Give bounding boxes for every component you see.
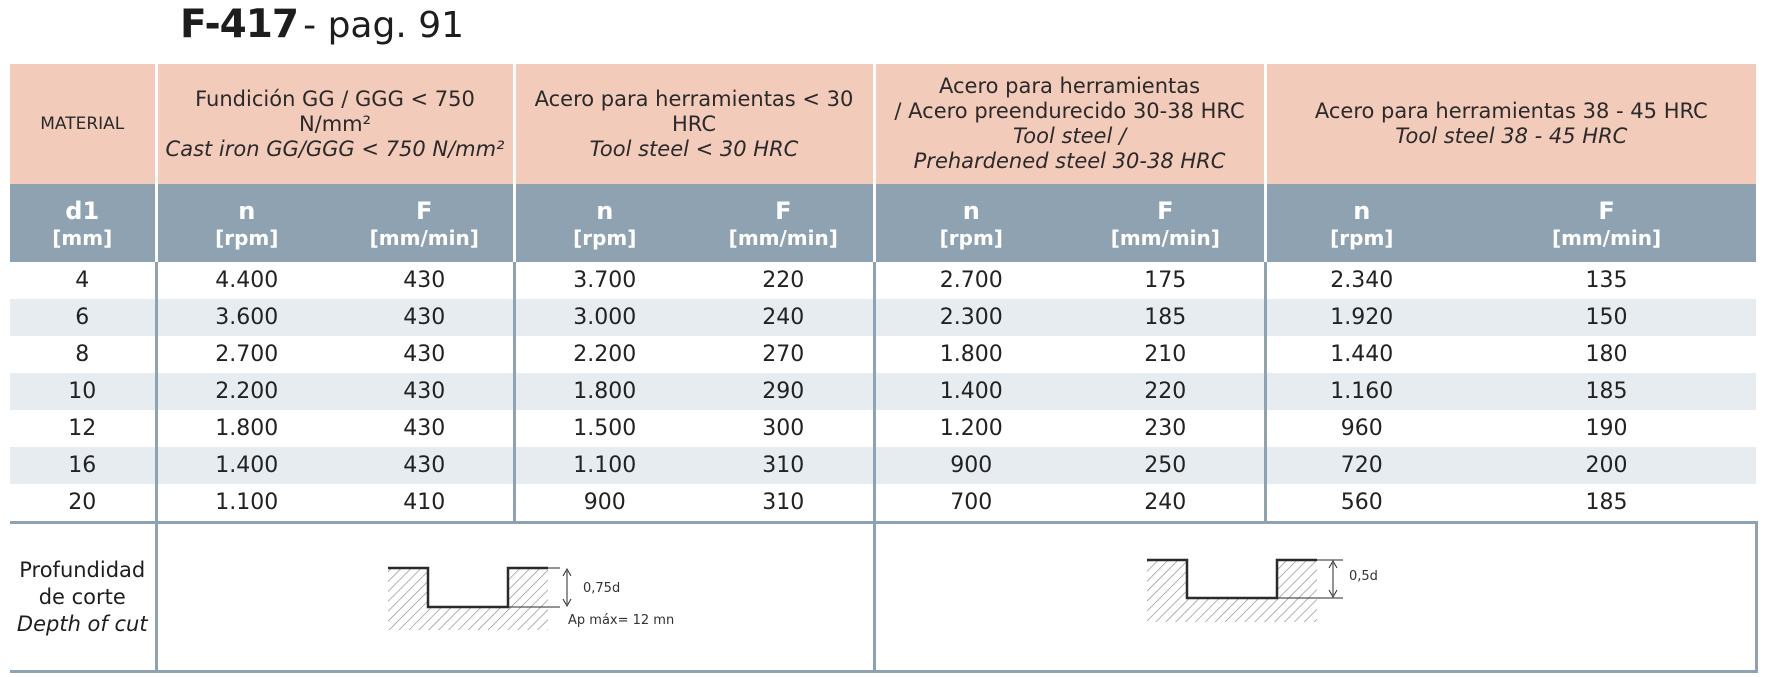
- cell-f-cast-iron: 430: [403, 416, 446, 441]
- cell-f-tool-steel: 290: [694, 373, 874, 410]
- cell-d1: 12: [68, 416, 97, 441]
- cell-f-cast-iron: 430: [403, 342, 446, 367]
- material-prehardened-en-line1: Tool steel /: [1013, 124, 1127, 148]
- cell-f-hard-steel: 135: [1585, 268, 1628, 293]
- cell-f-prehardened: 230: [1144, 416, 1187, 441]
- cell-n-tool-steel: 3.000: [514, 299, 694, 336]
- table-row: [10, 299, 1756, 336]
- depth-diagram-left-cell: [156, 523, 874, 672]
- cell-n-prehardened: 1.800: [874, 336, 1067, 373]
- cell-f-prehardened: 240: [1067, 484, 1265, 523]
- cell-n-hard-steel: 560: [1265, 484, 1457, 523]
- cell-f-hard-steel: 185: [1457, 373, 1756, 410]
- header-n-unit: [rpm]: [215, 226, 279, 250]
- table-row: [10, 447, 1756, 484]
- header-n-2: [514, 184, 694, 262]
- max-depth-note: Ap máx= 12 mn: [567, 613, 674, 628]
- material-tool-steel-en: Tool steel < 30 HRC: [589, 136, 799, 161]
- workpiece-hatch: [1147, 560, 1317, 622]
- material-cast-iron-en: Cast iron GG/GGG < 750 N/mm²: [165, 136, 505, 161]
- depth-label-es-line1: Profundidad: [19, 557, 146, 582]
- cell-n-prehardened: 700: [874, 484, 1067, 523]
- table-row: [10, 484, 1756, 523]
- material-cast-iron-es: Fundición GG / GGG < 750 N/mm²: [195, 86, 475, 136]
- cell-n-hard-steel: 2.340: [1265, 262, 1457, 299]
- cell-f-prehardened: 175: [1144, 268, 1187, 293]
- header-f-1: [336, 184, 514, 262]
- depth-diagram-0-75d: [158, 524, 876, 666]
- header-d1-symbol: d1: [65, 197, 100, 225]
- header-n-symbol: n: [1353, 197, 1371, 225]
- header-n-unit: [rpm]: [939, 226, 1003, 250]
- material-hard-tool-steel-en: Tool steel 38 - 45 HRC: [1395, 124, 1628, 148]
- cell-n-prehardened: 2.700: [874, 262, 1067, 299]
- cell-n-prehardened: 1.200: [874, 410, 1067, 447]
- cell-d1: 10: [10, 373, 156, 410]
- material-prehardened-es-line2: / Acero preendurecido 30-38 HRC: [894, 99, 1245, 123]
- header-n-3: [874, 184, 1067, 262]
- cell-f-tool-steel: 310: [694, 447, 874, 484]
- cell-n-cast-iron: 1.400: [156, 447, 336, 484]
- cell-f-tool-steel: 240: [694, 299, 874, 336]
- cell-n-hard-steel: 1.160: [1265, 373, 1457, 410]
- header-f-unit: [mm/min]: [1551, 226, 1662, 250]
- cell-f-prehardened: 220: [1067, 373, 1265, 410]
- material-tool-steel: [514, 64, 874, 184]
- cell-n-prehardened: 900: [874, 447, 1067, 484]
- workpiece-hatch: [388, 568, 548, 630]
- cell-n-cast-iron: 2.200: [156, 373, 336, 410]
- cell-f-cast-iron: 430: [403, 268, 446, 293]
- cell-f-tool-steel: 270: [762, 342, 805, 367]
- table-row: [10, 336, 1756, 373]
- cell-n-prehardened: 1.400: [874, 373, 1067, 410]
- cell-n-hard-steel: 960: [1265, 410, 1457, 447]
- cell-n-tool-steel: 2.200: [514, 336, 694, 373]
- cell-f-prehardened: 210: [1144, 342, 1187, 367]
- cell-n-cast-iron: 4.400: [156, 262, 336, 299]
- cell-n-prehardened: 2.300: [874, 299, 1067, 336]
- cell-f-cast-iron: 430: [336, 447, 514, 484]
- depth-diagram-right-cell: [874, 523, 1756, 672]
- header-f-symbol: F: [1598, 197, 1615, 225]
- cell-n-cast-iron: 1.100: [156, 484, 336, 523]
- header-f-unit: [mm/min]: [369, 226, 479, 250]
- cell-f-cast-iron: 430: [336, 299, 514, 336]
- cell-f-cast-iron: 410: [336, 484, 514, 523]
- header-f-unit: [mm/min]: [1110, 226, 1220, 250]
- header-f-symbol: F: [775, 197, 792, 225]
- material-hard-tool-steel-es: Acero para herramientas 38 - 45 HRC: [1314, 99, 1708, 123]
- cell-f-hard-steel: 180: [1585, 342, 1628, 367]
- product-code: F-417: [180, 2, 299, 47]
- table-row: [10, 262, 1756, 299]
- cell-f-tool-steel: 220: [762, 268, 805, 293]
- cell-d1: 8: [75, 342, 90, 367]
- cell-f-tool-steel: 300: [762, 416, 805, 441]
- page-reference: - pag. 91: [303, 5, 465, 46]
- cell-n-hard-steel: 1.440: [1265, 336, 1457, 373]
- cell-n-hard-steel: 720: [1265, 447, 1457, 484]
- cell-f-prehardened: 250: [1067, 447, 1265, 484]
- cell-n-cast-iron: 3.600: [156, 299, 336, 336]
- depth-label-en: Depth of cut: [16, 611, 148, 636]
- cell-n-tool-steel: 1.500: [514, 410, 694, 447]
- cutting-data-table: [10, 64, 1758, 673]
- cell-d1: 20: [10, 484, 156, 523]
- header-f-2: [694, 184, 874, 262]
- cell-f-tool-steel: 310: [694, 484, 874, 523]
- material-tool-steel-es: Acero para herramientas < 30 HRC: [534, 86, 854, 136]
- units-header-row: [10, 184, 1756, 262]
- material-prehardened-steel: [874, 64, 1265, 184]
- material-header-row: [10, 64, 1756, 184]
- material-prehardened-en-line2: Prehardened steel 30-38 HRC: [913, 149, 1226, 173]
- depth-label-es-line2: de corte: [38, 584, 126, 609]
- header-d1-unit: [mm]: [52, 226, 113, 250]
- header-n-1: [156, 184, 336, 262]
- cell-n-tool-steel: 1.100: [514, 447, 694, 484]
- cell-n-hard-steel: 1.920: [1265, 299, 1457, 336]
- cell-f-cast-iron: 430: [336, 373, 514, 410]
- depth-diagram-0-5d: [887, 524, 1743, 666]
- material-label: MATERIAL: [10, 64, 156, 184]
- depth-of-cut-row: [10, 523, 1756, 672]
- cell-n-tool-steel: 3.700: [514, 262, 694, 299]
- table-row: [10, 410, 1756, 447]
- cell-n-cast-iron: 2.700: [156, 336, 336, 373]
- cell-d1: 6: [10, 299, 156, 336]
- header-n-symbol: n: [596, 197, 614, 225]
- cell-f-hard-steel: 150: [1457, 299, 1756, 336]
- cell-d1: 4: [75, 268, 90, 293]
- header-n-symbol: n: [238, 197, 256, 225]
- header-f-symbol: F: [416, 197, 433, 225]
- table-row: [10, 373, 1756, 410]
- header-n-4: [1265, 184, 1457, 262]
- header-f-3: [1067, 184, 1265, 262]
- header-n-symbol: n: [962, 197, 980, 225]
- cell-d1: 16: [10, 447, 156, 484]
- cell-f-hard-steel: 190: [1585, 416, 1628, 441]
- header-n-unit: [rpm]: [573, 226, 637, 250]
- material-cast-iron: [156, 64, 514, 184]
- header-f-unit: [mm/min]: [728, 226, 838, 250]
- material-hard-tool-steel: [1265, 64, 1756, 184]
- depth-of-cut-label: [10, 523, 156, 672]
- cell-f-hard-steel: 185: [1457, 484, 1756, 523]
- header-n-unit: [rpm]: [1330, 226, 1394, 250]
- cell-f-hard-steel: 200: [1457, 447, 1756, 484]
- material-prehardened-es-line1: Acero para herramientas: [938, 74, 1201, 98]
- header-f-symbol: F: [1157, 197, 1174, 225]
- header-f-4: [1457, 184, 1756, 262]
- cell-n-tool-steel: 1.800: [514, 373, 694, 410]
- cell-f-prehardened: 185: [1067, 299, 1265, 336]
- document-title: [180, 2, 464, 60]
- cell-n-cast-iron: 1.800: [156, 410, 336, 447]
- cell-n-tool-steel: 900: [514, 484, 694, 523]
- depth-value-0-5d: 0,5d: [1349, 569, 1378, 584]
- depth-value-0-75d: 0,75d: [582, 581, 620, 596]
- header-d1: [10, 184, 156, 262]
